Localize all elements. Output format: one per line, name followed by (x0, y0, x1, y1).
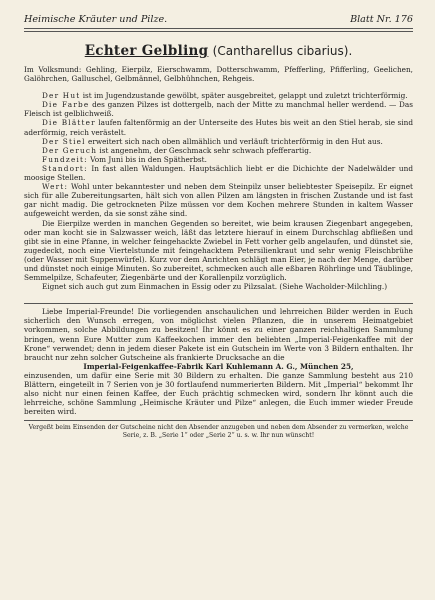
header-sheet-number: Blatt Nr. 176 (350, 14, 413, 25)
para-standort (24, 164, 413, 182)
para-label: Die Farbe (42, 100, 90, 110)
para-recipe (24, 219, 413, 283)
header-series-title: Heimische Kräuter und Pilze. (24, 14, 168, 25)
para-label: Fundzeit: (42, 154, 88, 164)
header-rule-second (24, 31, 413, 32)
advert-company: Imperial-Feigenkaffee-Fabrik Karl Kuhlemann A. G., München 25, (83, 361, 354, 371)
para-text: erweitert sich nach oben allmählich und verläuft trichterförmig in den Hut aus. (85, 136, 383, 146)
para-text: ist im Jugendzustande gewölbt, später ausgebreitet, gelappt und zuletzt trichterförmig. (80, 91, 408, 101)
para-label: Standort: (42, 163, 88, 173)
footer-note: Vergeßt beim Einsenden der Gutscheine nicht den Absender anzugeben und neben dem Absender zu vermerken, welche Serie, z. B. „Serie 1“ oder „Serie 2“ u. s. w. Ihr nun wünscht! (28, 424, 409, 439)
title-latin: (Cantharellus cibarius). (212, 44, 353, 58)
para-text: Wohl unter bekanntester und neben dem Steinpilz unser beliebtester Speisepilz. Er eignet sich für alle Zubereitungsarten, hält sich von allen Pilzen am längsten in frischen Zustande und ist fast gar nicht madig. Die getrockneten Pilze müssen vor dem Kochen mehrere Stunden in kaltem Wasser aufgeweicht werden, da sie sonst zähe sind. (24, 182, 413, 219)
para-text: In fast allen Waldungen. Hauptsächlich liebt er die Dichichte der Nadelwälder und moosige Stellen. (24, 163, 413, 183)
para-farbe (24, 100, 413, 118)
description-body (24, 65, 413, 291)
para-hut (24, 91, 413, 100)
para-stiel (24, 137, 413, 146)
para-label: Wert: (42, 182, 69, 192)
para-text: Vom Juni bis in den Spätherbst. (87, 154, 207, 164)
para-label: Der Stiel (42, 136, 86, 146)
para-label: Der Geruch (42, 145, 98, 155)
header-rule (24, 28, 413, 29)
para-text: Die Eierpilze werden in manchen Gegenden so bereitet, wie beim krausen Ziegenbart angegeben, oder man kocht sie in Salzwasser weich, läßt das letztere hierauf in einem Durchschlag abfließen und gibt sie in eine Pfanne, in welcher feingehackte Zwiebel in Fett vorher gelb angelaufen, und dünstet sie, zugedeckt, noch eine Viertelstunde mit feingehacktem Petersilienkraut und sehr wenig Fleischbrühe (oder Wasser mit Suppenwürfel). Kurz vor dem Anrichten schlägt man Eier, je nach der Menge, darüber und dünstet noch einige Minuten. So zubereitet, schmecken auch alle eßbaren Röhrlinge und Täublinge, Semmelpilze, Schafeuter, Ziegenbärte und der Korallenpilz vorzüglich. (24, 218, 413, 283)
advert-rest: einzusenden, um dafür eine Serie mit 30 Bildern zu erhalten. Die ganze Sammlung besteht aus 210 Blättern, eingeteilt in 7 Serien von je 30 fortlaufend nummerierten Bildern. Mit „Imperial“ bekommt Ihr also nicht nur einen feinen Kaffee, der Euch prächtig schmecken wird, sondern Ihr könnt auch die lehrreiche, schöne Sammlung „Heimische Kräuter und Pilze“ anlegen, die Euch immer wieder Freude bereiten wird. (24, 370, 413, 417)
advertisement-box (24, 303, 413, 421)
para-text: laufen faltenförmig an der Unterseite des Hutes bis weit an den Stiel herab, sie sind aderförmig, reich verästelt. (24, 118, 413, 137)
para-blaetter (24, 118, 413, 136)
para-text: Eignet sich auch gut zum Einmachen in Essig oder zu Pilzsalat. (Siehe Wacholder-Milchling.) (42, 282, 388, 292)
para-preserve (24, 282, 413, 291)
title-german: Echter Gelbling (84, 43, 209, 59)
para-fundzeit (24, 155, 413, 164)
running-header (24, 14, 413, 25)
para-text: des ganzen Pilzes ist dottergelb, nach der Mitte zu manchmal heller werdend. — Das Fleisch ist gelblichweiß. (24, 100, 413, 119)
para-wert (24, 182, 413, 218)
para-label: Die Blätter (42, 118, 96, 128)
folk-names: Im Volksmund: Gehling, Eierpilz, Eierschwamm, Dotterschwamm, Pfefferling, Pfifferling, Geelichen, Galöhrchen, Galluschel, Gelbmännel, Gelbhühnchen, Rehgeis. (24, 65, 413, 84)
para-label: Der Hut (42, 91, 81, 101)
para-text: ist angenehm, der Geschmack sehr schwach pfefferartig. (97, 145, 312, 155)
page-title (24, 43, 413, 59)
advert-intro: Liebe Imperial-Freunde! Die vorliegenden anschaulichen und lehrreichen Bilder werden in Euch sicherlich den Wunsch erregen, von möglichst vielen Pflanzen, die in unserem Heimatgebiet vorkommen, solche Abbildungen zu besitzen! Ihr könnt es zu einer ganzen reichhaltigen Sammlung bringen, wenn Eure Mutter zum Kaffeekochen immer den beliebten „Imperial-Feigenkaffee mit der Krone“ verwendet; denn in jedem dieser Pakete ist ein Gutschein im Werte von 3 Bildern enthalten. Ihr braucht nur zehn solcher Gutscheine als frankierte Drucksache an die (24, 307, 413, 362)
para-geruch (24, 146, 413, 155)
